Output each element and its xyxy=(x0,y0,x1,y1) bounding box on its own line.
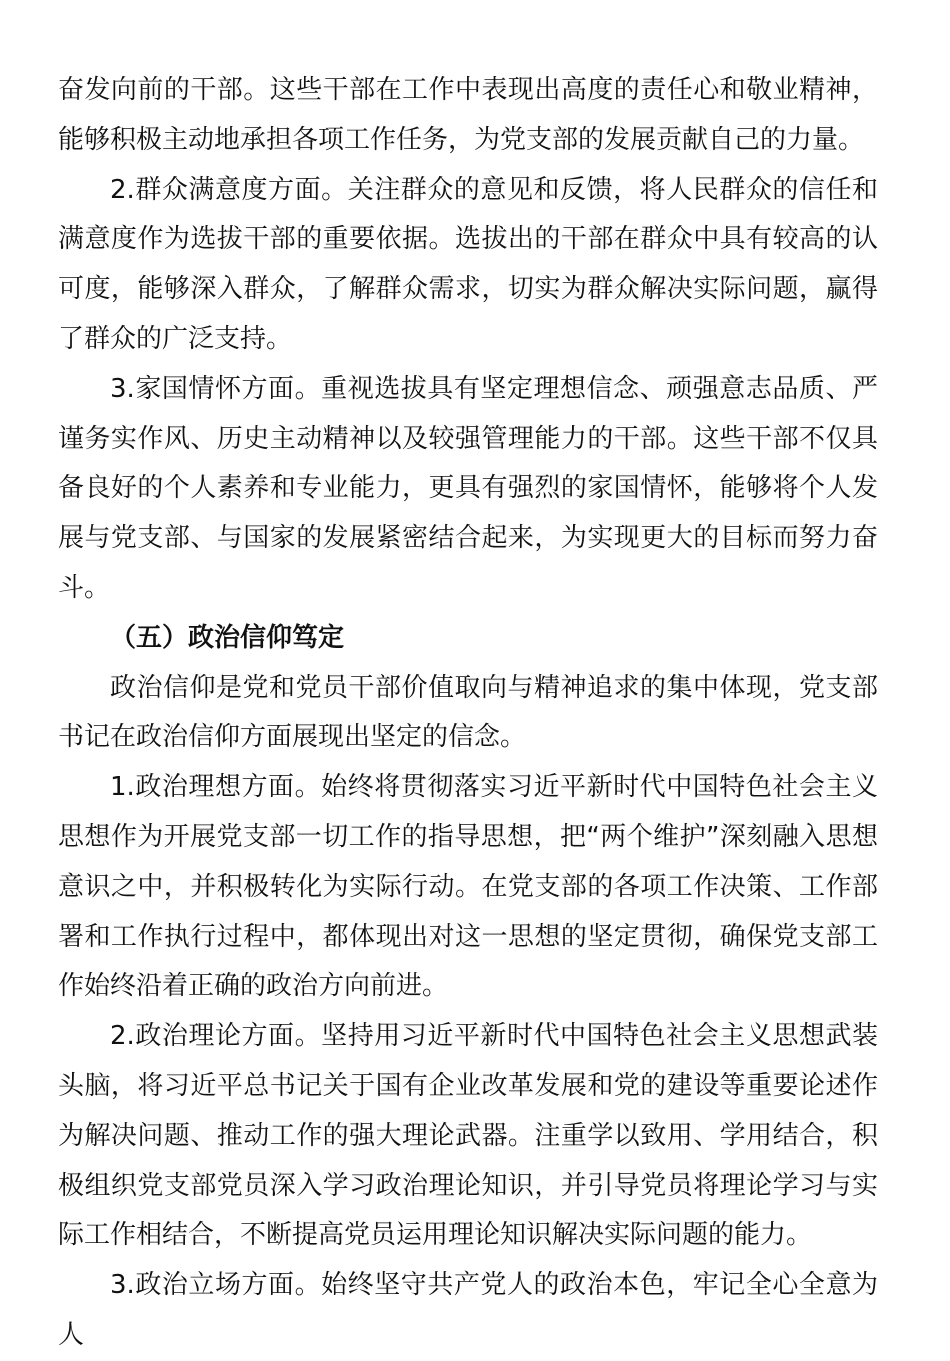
paragraph-political-theory: 2.政治理论方面。坚持用习近平新时代中国特色社会主义思想武装头脑，将习近平总书记关于国有企业改革发展和党的建设等重要论述作为解决问题、推动工作的强大理论武器。注重学以致用、学用结合，积极组织党支部党员深入学习政治理论知识，并引导党员将理论学习与实际工作相结合，不断提高党员运用理论知识解决实际问题的能力。 xyxy=(58,1021,878,1251)
paragraph-mass-satisfaction: 2.群众满意度方面。关注群众的意见和反馈，将人民群众的信任和满意度作为选拔干部的重要依据。选拔出的干部在群众中具有较高的认可度，能够深入群众，了解群众需求，切实为群众解决实际问题，赢得了群众的广泛支持。 xyxy=(58,174,878,354)
paragraph-continuation: 奋发向前的干部。这些干部在工作中表现出高度的责任心和敬业精神，能够积极主动地承担各项工作任务，为党支部的发展贡献自己的力量。 xyxy=(58,75,878,155)
section-heading-political-belief: （五）政治信仰笃定 xyxy=(110,622,345,653)
document-body xyxy=(58,66,878,1361)
paragraph-political-stance: 3.政治立场方面。始终坚守共产党人的政治本色，牢记全心全意为人 xyxy=(58,1270,878,1350)
paragraph-political-belief-intro: 政治信仰是党和党员干部价值取向与精神追求的集中体现，党支部书记在政治信仰方面展现出坚定的信念。 xyxy=(58,672,878,753)
paragraph-political-ideal: 1.政治理想方面。始终将贯彻落实习近平新时代中国特色社会主义思想作为开展党支部一切工作的指导思想，把“两个维护”深刻融入思想意识之中，并积极转化为实际行动。在党支部的各项工作决策、工作部署和工作执行过程中，都体现出对这一思想的坚定贯彻，确保党支部工作始终沿着正确的政治方向前进。 xyxy=(58,772,878,1002)
paragraph-patriotism: 3.家国情怀方面。重视选拔具有坚定理想信念、顽强意志品质、严谨务实作风、历史主动精神以及较强管理能力的干部。这些干部不仅具备良好的个人素养和专业能力，更具有强烈的家国情怀，能够将个人发展与党支部、与国家的发展紧密结合起来，为实现更大的目标而努力奋斗。 xyxy=(58,373,878,603)
